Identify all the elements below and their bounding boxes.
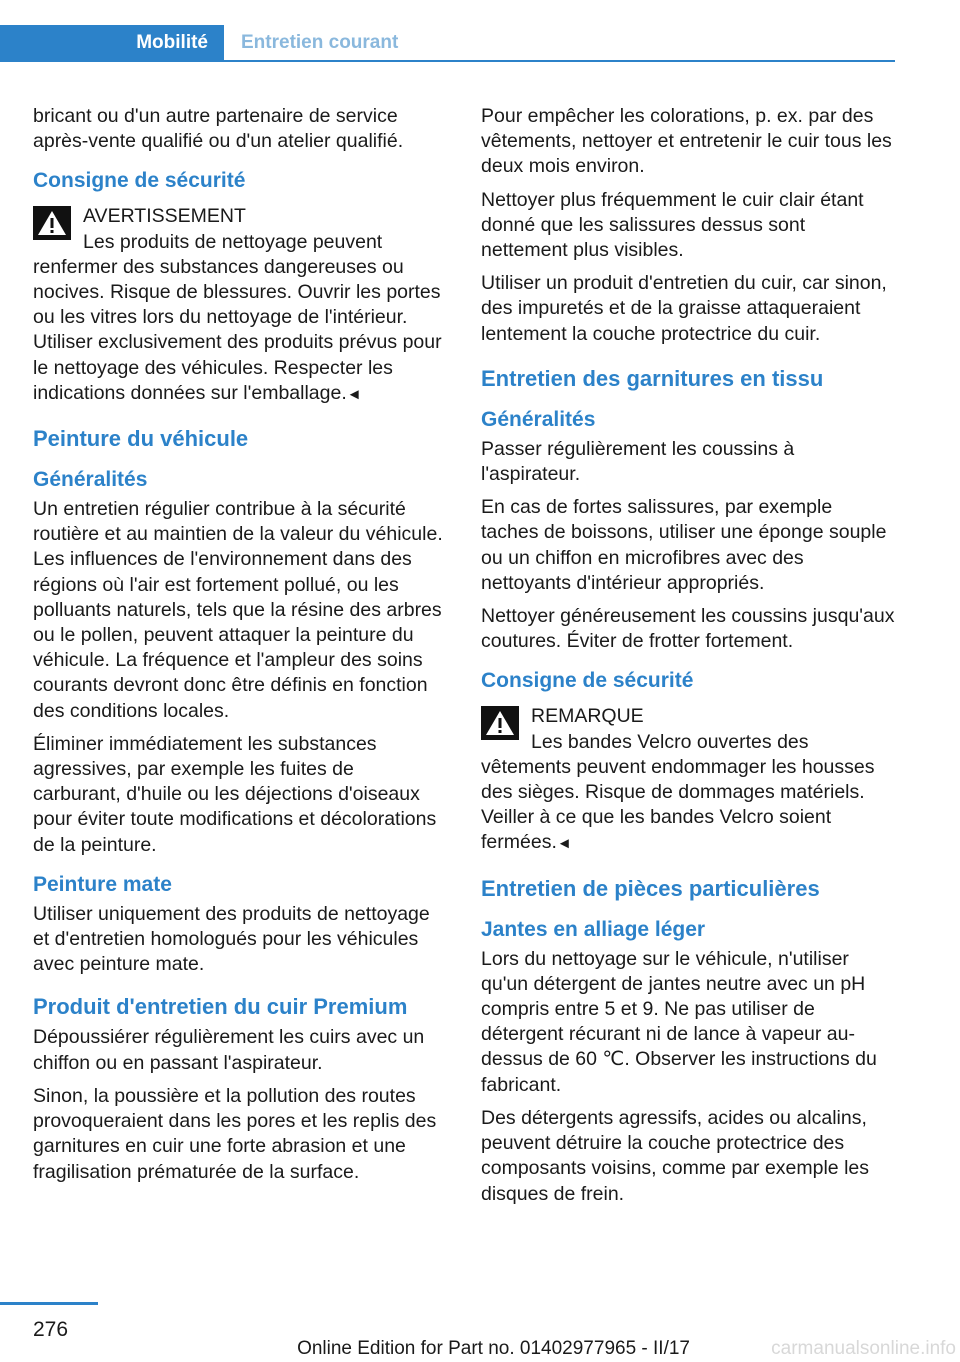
end-mark: ◄ bbox=[346, 385, 362, 403]
footer-rule bbox=[0, 1302, 98, 1305]
warning-icon bbox=[33, 206, 71, 240]
rims-paragraph-2: Des détergents agressifs, acides ou alcalins, peuvent détruire la couche protectrice des composants voisins, comme par exemple les disques de frein. bbox=[481, 1106, 869, 1205]
watermark: carmanualsonline.info bbox=[771, 1338, 956, 1359]
safety-heading: Consigne de sécurité bbox=[33, 169, 246, 193]
warning-text: Les produits de nettoyage peuvent renfermer des substances dangereuses ou nocives. Risque de blessures. Ouvrir les portes ou les vitres lors du nettoyage de l'intérieur. Utiliser exclusivement des produits prévus pour le nettoyage des véhicules. Respecter les indications données sur l'emballage. bbox=[33, 230, 442, 404]
general-paragraph-1: Un entretien régulier contribue à la sécurité routière et au maintien de la valeur du véhicule. Les influences de l'environnement dans des régions où l'air est fortement pollué, ou les polluants naturels, tels que la résine des arbres ou le pollen, peuvent attaquer la peinture du véhicule. La fréquence et l'ampleur des soins courants devront donc être définis en fonction des conditions locales. bbox=[33, 498, 443, 722]
fabric-paragraph-3: Nettoyer généreusement les coussins jusqu'aux coutures. Éviter de frotter fortement. bbox=[481, 605, 895, 653]
fabric-general-heading: Généralités bbox=[481, 407, 596, 431]
warning-title: AVERTISSEMENT bbox=[83, 205, 246, 228]
right-column bbox=[481, 104, 895, 1215]
parts-heading: Entretien de pièces particulières bbox=[481, 875, 820, 901]
fabric-paragraph-2: En cas de fortes salissures, par exemple taches de boissons, utiliser une éponge souple ou un chiffon en microfibres avec des nettoyants d'intérieur appropriés. bbox=[481, 496, 887, 594]
left-column bbox=[33, 104, 447, 1193]
leather-heading: Produit d'entretien du cuir Premium bbox=[33, 994, 408, 1020]
note-block bbox=[481, 704, 895, 856]
matte-paragraph: Utiliser uniquement des produits de nettoyage et d'entretien homologués pour les véhicules avec peinture mate. bbox=[33, 902, 430, 976]
edition-line: Online Edition for Part no. 01402977965 - II/17 bbox=[297, 1338, 690, 1359]
fabric-heading: Entretien des garnitures en tissu bbox=[481, 365, 824, 391]
warning-icon bbox=[481, 706, 519, 740]
general-heading: Généralités bbox=[33, 468, 148, 492]
subsection-tab: Entretien courant bbox=[241, 32, 399, 53]
intro-paragraph: bricant ou d'un autre partenaire de service après-vente qualifié ou d'un atelier qualifié. bbox=[33, 105, 404, 153]
page-number: 276 bbox=[33, 1318, 69, 1341]
paint-heading: Peinture du véhicule bbox=[33, 426, 249, 452]
note-text: Les bandes Velcro ouvertes des vêtements peuvent endommager les housses des sièges. Risque de dommages matériels. Veiller à ce que les bandes Velcro soient fermées. bbox=[481, 730, 875, 854]
page-header bbox=[0, 0, 895, 64]
rims-paragraph-1: Lors du nettoyage sur le véhicule, n'utiliser qu'un détergent de jantes neutre avec un pH compris entre 5 et 9. Ne pas utiliser de détergent récurant ni de lance à vapeur au-dessus de 60 ℃. Observer les instructions du fabricant. bbox=[481, 947, 877, 1096]
leather-paragraph-4: Nettoyer plus fréquemment le cuir clair étant donné que les salissures dessus sont nettement plus visibles. bbox=[481, 188, 864, 262]
leather-paragraph-2: Sinon, la poussière et la pollution des routes provoqueraient dans les pores et les replis des garnitures en cuir une forte abrasion et une fragilisation prématurée de la surface. bbox=[33, 1084, 437, 1183]
leather-paragraph-3: Pour empêcher les colorations, p. ex. par des vêtements, nettoyer et entretenir le cuir tous les deux mois environ. bbox=[481, 105, 892, 178]
warning-block bbox=[33, 204, 447, 407]
leather-paragraph-1: Dépoussiérer régulièrement les cuirs avec un chiffon ou en passant l'aspirateur. bbox=[33, 1026, 425, 1074]
rims-heading: Jantes en alliage léger bbox=[481, 917, 706, 941]
fabric-paragraph-1: Passer régulièrement les coussins à l'aspirateur. bbox=[481, 437, 795, 486]
leather-paragraph-5: Utiliser un produit d'entretien du cuir, car sinon, des impuretés et de la graisse attaqueraient lentement la couche protectrice du cuir. bbox=[481, 272, 887, 345]
general-paragraph-2: Éliminer immédiatement les substances agressives, par exemple les fuites de carburant, d'huile ou les déjections d'oiseaux pour éviter toute modifications et décolorations de la peinture. bbox=[33, 732, 437, 856]
note-title: REMARQUE bbox=[531, 705, 644, 728]
end-mark: ◄ bbox=[556, 835, 572, 853]
section-tab: Mobilité bbox=[0, 25, 224, 61]
fabric-safety-heading: Consigne de sécurité bbox=[481, 669, 694, 693]
matte-heading: Peinture mate bbox=[33, 872, 172, 896]
header-rule bbox=[0, 60, 895, 62]
